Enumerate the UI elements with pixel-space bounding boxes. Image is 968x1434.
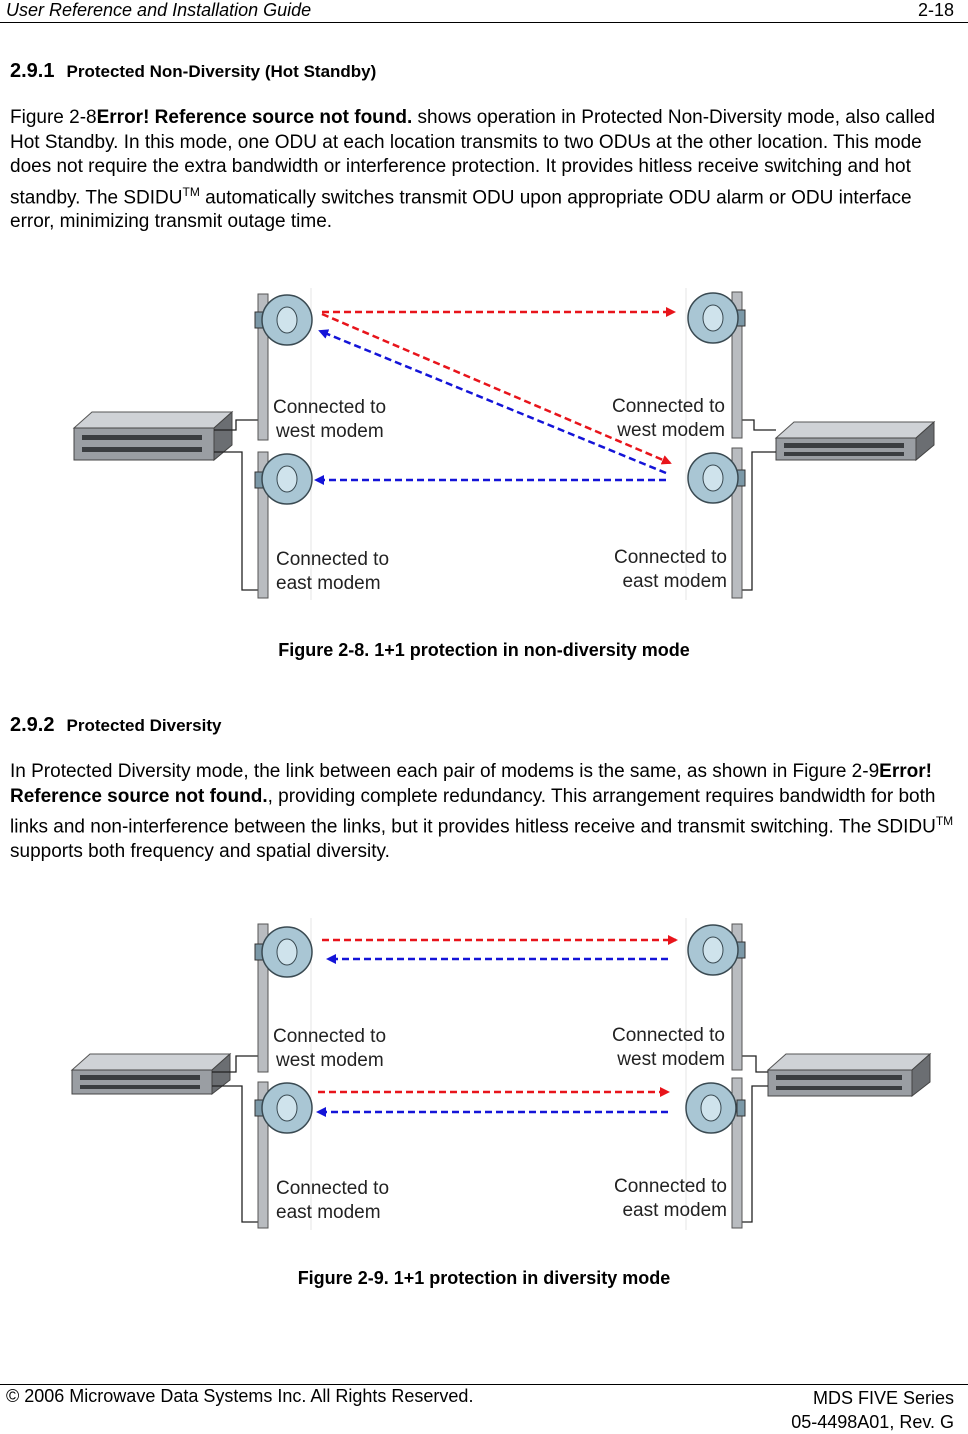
right-modem-unit <box>776 422 934 460</box>
figure-2-9-diagram <box>0 910 968 1235</box>
label-right-top-line1: Connected to <box>611 396 725 417</box>
paragraph-text: In Protected Diversity mode, the link between each pair of modems is the same, as shown in Figure 2-9 <box>10 761 880 782</box>
section-heading-2-9-2 <box>10 714 221 737</box>
label-right-bottom-line2: east modem <box>622 571 727 592</box>
section-title: Protected Non-Diversity (Hot Standby) <box>66 62 377 81</box>
label-left-top-line2: west modem <box>276 421 384 442</box>
label-left-bottom-line1: Connected to <box>276 1178 390 1199</box>
label-right-bottom-line1: Connected to <box>613 1176 727 1197</box>
label-left-bottom-line2: east modem <box>276 573 381 594</box>
paragraph-text: automatically switches transmit ODU upon appropriate ODU alarm or ODU interface error, minimizing transmit outage time. <box>10 186 912 233</box>
section-heading-2-9-1 <box>10 60 376 83</box>
left-modem-unit <box>74 412 232 460</box>
section-title: Protected Diversity <box>66 716 222 735</box>
label-right-top-line2: west modem <box>617 420 725 441</box>
label-right-bottom-line2: east modem <box>622 1200 727 1221</box>
label-left-bottom-line1: Connected to <box>276 549 390 570</box>
left-modem-unit <box>72 1054 230 1094</box>
footer-series: MDS FIVE Series <box>812 1388 954 1408</box>
footer-rule <box>0 1384 968 1385</box>
figure-2-8-diagram <box>0 280 968 605</box>
section-2-paragraph <box>10 760 960 864</box>
figure-2-9-caption: Figure 2-9. 1+1 protection in diversity mode <box>297 1268 671 1288</box>
right-cables <box>742 420 776 590</box>
label-left-top-line1: Connected to <box>273 397 387 418</box>
paragraph-text: , providing complete redundancy. This arrangement requires bandwidth for both links and non-interference between the links, but it provides hitless receive and transmit switching. The SDIDU <box>10 785 936 838</box>
trademark-superscript: TM <box>935 814 954 828</box>
footer-doc-number: 05-4498A01, Rev. G <box>791 1412 954 1432</box>
header-rule <box>0 22 968 23</box>
right-cables <box>742 1056 768 1222</box>
section-number: 2.9.2 <box>10 714 55 736</box>
reference-error-text: Error! Reference source not found. <box>10 761 932 807</box>
label-right-top-line2: west modem <box>617 1049 725 1070</box>
label-right-bottom-line1: Connected to <box>613 547 727 568</box>
section-number: 2.9.1 <box>10 60 55 82</box>
reference-error-text: Error! Reference source not found. <box>96 107 413 128</box>
paragraph-text: shows operation in Protected Non-Diversity mode, also called Hot Standby. In this mode, one ODU at each location transmits to two ODUs at the other location. This mode does not require the extra bandwidth or interference protection. It provides hitless receive switching and hot standby. The SDIDU <box>10 107 936 208</box>
label-left-top-line1: Connected to <box>273 1026 387 1047</box>
paragraph-text: Figure 2-8 <box>10 107 97 128</box>
footer-copyright: © 2006 Microwave Data Systems Inc. All Rights Reserved. <box>6 1386 474 1406</box>
section-1-paragraph <box>10 106 960 235</box>
figure-2-8-caption: Figure 2-8. 1+1 protection in non-diversity mode <box>278 640 690 660</box>
label-right-top-line1: Connected to <box>611 1025 725 1046</box>
paragraph-text: supports both frequency and spatial diversity. <box>10 840 390 862</box>
page-number: 2-18 <box>917 0 954 20</box>
running-header-title: User Reference and Installation Guide <box>6 0 312 20</box>
label-left-top-line2: west modem <box>276 1050 384 1071</box>
trademark-superscript: TM <box>182 184 200 199</box>
label-left-bottom-line2: east modem <box>276 1202 381 1223</box>
right-modem-unit <box>768 1054 930 1096</box>
footer-doc-info <box>791 1386 954 1434</box>
